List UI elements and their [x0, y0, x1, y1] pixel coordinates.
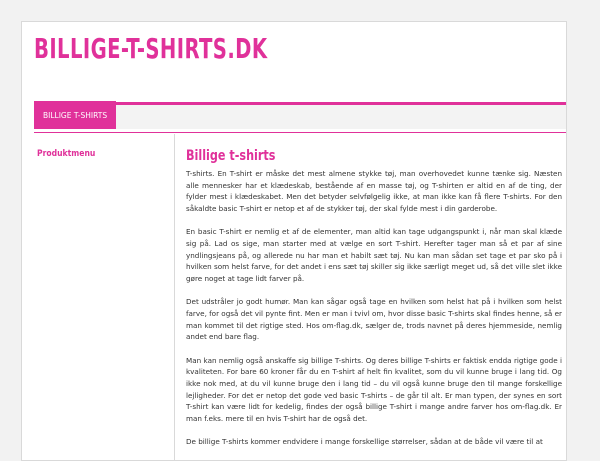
page-container	[21, 21, 567, 461]
site-title[interactable]: BILLIGE-T-SHIRTS.DK	[34, 32, 268, 65]
article-paragraph: T-shirts. En T-shirt er måske det mest almene stykke tøj, man overhovedet kunne tænke sig. Næsten alle mennesker har et klædeskab, bestående af en masse tøj, og T-shirten er altid en af de ting, der fylder mest i klædeskabet. Men det betyder selvfølgelig ikke, at man ikke kan få flere T-shirts. For den såkaldte basic T-shirt er netop et af de stykker tøj, der skal fylde mest i din garderobe.	[186, 169, 562, 213]
article-paragraph: De billige T-shirts kommer endvidere i mange forskellige størrelser, sådan at de både vil være til at	[186, 437, 543, 447]
sidebar	[34, 134, 175, 461]
article-paragraph: En basic T-shirt er nemlig et af de elementer, man altid kan tage udgangspunkt i, når man skal klæde sig på. Lad os sige, man starter med at vælge en sort T-shirt. Herefter tager man så et par af sine yndlingsjeans på, og allerede nu har man et habilt sæt tøj. Nu kan man sådan set tage et par sko på i hvilken som helst farve, for det andet i ens sæt tøj skiller sig ikke særligt meget ud, så det ville slet ikke gøre noget at tage lidt farver på.	[186, 227, 562, 283]
nav-bottom-divider	[34, 132, 566, 133]
article-paragraph: Det udstråler jo godt humør. Man kan sågar også tage en hvilken som helst hat på i hvilken som helst farve, for også det vil pynte fint. Men er man i tvivl om, hvor disse basic T-shirts skal findes henne, så er man kommet til det rigtige sted. Hos om-flag.dk, sælger de, trods navnet på deres hjemmeside, nemlig andet end bare flag.	[186, 297, 562, 342]
article-paragraph: Man kan nemlig også anskaffe sig billige T-shirts. Og deres billige T-shirts er faktisk endda rigtige gode i kvaliteten. For bare 60 kroner får du en T-shirt af helt fin kvalitet, som du vil kunne bruge i lang tid. Og ikke nok med, at du vil kunne bruge den i lang tid – du vil også kunne bruge den til mange forskellige lejligheder. For det er netop det gode ved basic T-shirts – de går til alt. Er man typen, der synes en sort T-shirt kan være lidt for kedelig, findes der også billige T-shirt i mange andre farver hos om-flag.dk. Er man f.eks. mere til en hvis T-shirt har de også det.	[186, 355, 562, 423]
nav-item-billige-t-shirts[interactable]: BILLIGE T-SHIRTS	[34, 101, 116, 129]
main-content	[186, 148, 562, 460]
main-nav	[34, 105, 566, 129]
page-title: Billige t-shirts	[186, 148, 276, 164]
sidebar-heading: Produktmenu	[37, 149, 96, 159]
